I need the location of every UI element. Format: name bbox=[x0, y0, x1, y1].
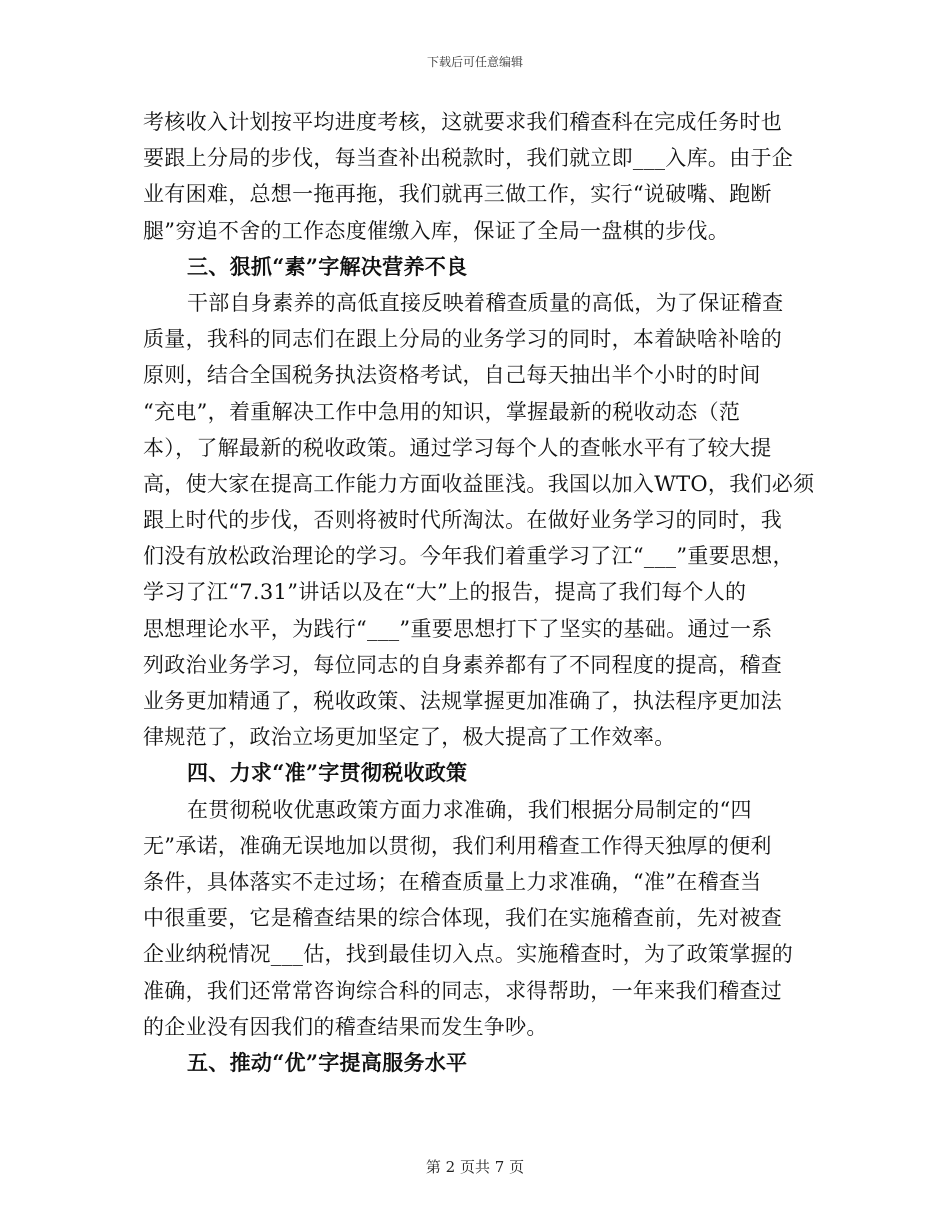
paragraph-line: 企业纳税情况___估，找到最佳切入点。实施稽查时，为了政策掌握的 bbox=[143, 942, 794, 967]
paragraph-line: 列政治业务学习，每位同志的自身素养都有了不同程度的提高，稽查 bbox=[143, 652, 782, 677]
paragraph-line: 业务更加精通了，税收政策、法规掌握更加准确了，执法程序更加法 bbox=[143, 689, 782, 713]
paragraph-line: 质量，我科的同志们在跟上分局的业务学习的同时，本着缺啥补啥的 bbox=[143, 327, 782, 352]
paragraph-line: 准确，我们还常常咨询综合科的同志，求得帮助，一年来我们稽查过 bbox=[143, 978, 782, 1003]
section-heading: 四、力求“准”字贯彻税收政策 bbox=[187, 760, 468, 786]
page-header: 下载后可任意编辑 bbox=[426, 55, 523, 69]
page-footer: 第 2 页共 7 页 bbox=[425, 1158, 525, 1176]
paragraph-line: 的企业没有因我们的稽查结果而发生争吵。 bbox=[143, 1014, 548, 1039]
paragraph-line: 们没有放松政治理论的学习。今年我们着重学习了江“___”重要思想， bbox=[143, 544, 794, 569]
paragraph-line: 高，使大家在提高工作能力方面收益匪浅。我国以加入WTO，我们必须 bbox=[143, 471, 815, 496]
paragraph-line: 原则，结合全国税务执法资格考试，自己每天抽出半个小时的时间 bbox=[143, 363, 761, 388]
paragraph-line: 学习了江“7.31”讲话以及在“大”上的报告，提高了我们每个人的 bbox=[143, 580, 747, 605]
paragraph-line: 条件，具体落实不走过场；在稽查质量上力求准确，“准”在稽查当 bbox=[143, 869, 762, 894]
paragraph-line: 思想理论水平，为践行“___”重要思想打下了坚实的基础。通过一系 bbox=[143, 616, 773, 641]
paragraph-line: 律规范了，政治立场更加坚定了，极大提高了工作效率。 bbox=[143, 725, 676, 750]
paragraph-line: 干部自身素养的高低直接反映着稽查质量的高低，为了保证稽查 bbox=[187, 290, 784, 315]
paragraph-line: 要跟上分局的步伐，每当查补出税款时，我们就立即___入库。由于企 bbox=[143, 146, 794, 171]
paragraph-line: 业有困难，总想一拖再拖，我们就再三做工作，实行“说破嘴、跑断 bbox=[143, 182, 772, 207]
paragraph-line: 腿”穷追不舍的工作态度催缴入库，保证了全局一盘棋的步伐。 bbox=[143, 218, 730, 243]
paragraph-line: 跟上时代的步伐，否则将被时代所淘汰。在做好业务学习的同时，我 bbox=[143, 508, 782, 533]
paragraph-line: 无”承诺，准确无误地加以贯彻，我们利用稽查工作得天独厚的便利 bbox=[143, 833, 772, 858]
paragraph-line: 考核收入计划按平均进度考核，这就要求我们稽查科在完成任务时也 bbox=[143, 110, 782, 134]
paragraph-line: 本），了解最新的税收政策。通过学习每个人的查帐水平有了较大提 bbox=[143, 435, 772, 460]
paragraph-line: 在贯彻税收优惠政策方面力求准确，我们根据分局制定的“四 bbox=[187, 797, 752, 822]
document-body bbox=[143, 104, 823, 1081]
section-heading: 五、推动“优”字提高服务水平 bbox=[187, 1049, 468, 1075]
section-heading: 三、狠抓“素”字解决营养不良 bbox=[187, 253, 468, 279]
paragraph-line: 中很重要，它是稽查结果的综合体现，我们在实施稽查前，先对被查 bbox=[143, 906, 782, 931]
paragraph-line: “充电”，着重解决工作中急用的知识，掌握最新的税收动态（范 bbox=[143, 399, 741, 424]
